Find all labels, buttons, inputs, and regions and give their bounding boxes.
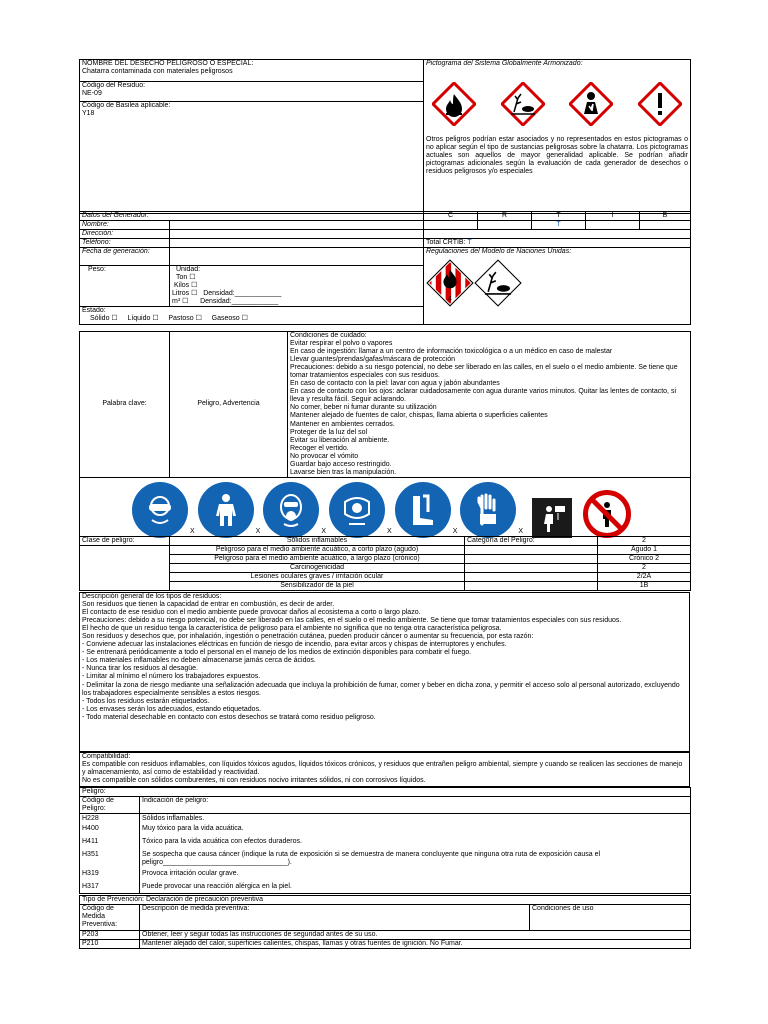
liters-checkbox[interactable]: ☐ [191,290,198,298]
weight-label: Peso: [88,266,106,274]
keyword-value: Peligro, Advertencia [170,332,288,478]
hazard-row-3-cat: 2 [598,564,691,573]
description-line: Precauciones: debido a su riesgo potencial, no debe ser liberado en las calles, en el suelo o el medio ambiente. Se tiene que tomar tratamientos especiales con sus residuos. [82,617,622,625]
kg-option: Kilos [174,282,190,290]
hazard-row-2-cat: Crónico 2 [598,555,691,564]
hazard-row-1-name: Peligroso para el medio ambiente acuático, a corto plazo (agudo) [170,546,465,555]
hazard-row-0-name: Sólidos inflamables [170,537,465,546]
care-line: En caso de ingestión: llamar a un centro de información toxicológica o a un médico en caso de malestar [290,348,613,356]
care-section [79,331,690,536]
hazard-row-4-cat: 2/2A [598,573,691,582]
care-line: Guardar bajo acceso restringido. [290,460,392,468]
pictogram-note: Otros peligros podrían estar asociados y no representados en estos pictogramas o no aplicar según el tipo de sustancias peligrosas sobre la chatarra. Los pictogramas actuales son aquellos de mayor generalidad aplicable. Se podrían añadir pictogramas adicionales según la evaluación de cada generador de desechos o residuos peligrosos y/o especiales [426,136,688,176]
description-line: - Los materiales inflamables no deben almacenarse jamás cerca de ácidos. [82,657,316,665]
waste-code: NE-09 [82,89,102,97]
danger-title: Peligro: [80,788,691,797]
m3-density[interactable]: Densidad:____________ [200,298,279,306]
ton-option: Ton [176,274,188,282]
compatibility-section [79,752,690,787]
description-line: - Conviene adecuar las instalaciones eléctricas en función de riesgo de incendio, para evitar arcos y chispas de interruptores y enchufes. [82,641,507,649]
address-field[interactable] [170,230,424,239]
generator-title: Datos del Generador: [80,212,424,221]
basel-code: Y18 [82,109,95,117]
care-title: Condiciones de cuidado: [290,332,367,339]
ppe-mark: X [518,527,524,535]
prevention-title: Tipo de Prevención: Declaración de precaución preventiva [80,896,691,905]
description-title: Descripción general de los tipos de residuos: [82,593,222,600]
liters-density[interactable]: Densidad:____________ [203,290,282,298]
ppe-respirator [263,482,326,538]
danger-code-5: H317 [82,883,99,891]
care-line: Recoger el vertido. [290,444,349,452]
hazard-row-1-cat: Agudo 1 [598,546,691,555]
description-list [82,601,687,722]
ppe-boots [395,482,458,538]
flammable-solid-icon [426,259,474,307]
compatibility-line-0: Es compatible con residuos inflamables, con líquidos tóxicos agudos, líquidos tóxicos crónicos, y residuos que entrañen peligro ambiental, siempre y cuando se realicen las secciones de manejo y almacenamiento, así como de estabilidad y reactividad. [82,761,683,777]
ppe-mark: X [452,527,458,535]
state-label: Estado: [82,307,106,315]
care-line: No provocar el vómito [290,452,359,460]
prevention-use-label: Condiciones de uso [530,905,691,931]
hazard-row-4-name: Lesiones oculares graves / irritación ocular [170,573,465,582]
liquid-checkbox[interactable]: ☐ [152,315,159,323]
description-section [79,592,690,752]
compatibility-line-1: No es compatible con sólidos comburentes, ni con residuos nocivo irritantes sólidos, ni con corrosivos líquidos. [82,777,426,785]
danger-code-3: H351 [82,851,99,859]
prevention-code-0: P203 [80,931,140,940]
flame-icon [432,82,476,126]
environment-hazard-icon [501,82,545,126]
danger-code-2: H411 [82,838,99,846]
description-line: - Los envases serán los adecuados, estando etiquetados. [82,705,262,713]
care-list [290,340,688,477]
care-line: No comer, beber ni fumar durante su utilización [290,404,437,412]
compatibility-title: Compatibilidad: [82,753,131,760]
un-regulations-label: Regulaciones del Modelo de Naciones Unidas: [426,248,572,256]
health-hazard-icon [569,82,613,126]
danger-text-0: Sólidos inflamables. [142,815,205,823]
danger-code-1: H400 [82,825,99,833]
hazard-category-label: Categoría del Peligro: [465,537,598,546]
unit-label: Unidad: [176,266,201,274]
state-liquid: Líquido [127,315,151,323]
phone-label: Teléfono: [80,239,170,248]
danger-text-3: Se sospecha que causa cáncer (indique la ruta de exposición si se demuestra de manera concluyente que ninguna otra ruta de exposición causa el peligro________________________________). [142,851,601,867]
description-line: - Nunca tirar los residuos al desagüe. [82,665,198,673]
prevention-section [79,895,690,951]
phone-field[interactable] [170,239,424,248]
state-paste: Pastoso [168,315,194,323]
m3-checkbox[interactable]: ☐ [182,298,189,306]
care-line: En caso de contacto con la piel: lavar con agua y jabón abundantes [290,380,500,388]
danger-text-5: Puede provocar una reacción alérgica en la piel. [142,883,292,891]
waste-name: Chatarra contaminada con materiales peligrosos [82,68,233,76]
no-entry-icon [583,490,631,538]
pictogram-title: Pictograma del Sistema Globalmente Armonizado: [426,60,583,67]
gas-checkbox[interactable]: ☐ [241,315,248,323]
danger-code-0: H228 [82,815,99,823]
care-line: Evitar respirar el polvo o vapores [290,340,393,348]
svg-text:4: 4 [448,295,452,303]
danger-indication-label: Indicación de peligro: [140,797,691,814]
ppe-mark: X [255,527,261,535]
description-line: Son residuos y desechos que, por inhalación, ingestión o penetración cutánea, pueden producir cáncer o aumentar su frecuencia, por esta razón: [82,633,534,641]
ppe-no-entry [583,490,631,538]
respirator-icon [263,482,319,538]
ppe-mark: X [321,527,327,535]
state-gas: Gaseoso [211,315,240,323]
care-line: Mantener alejado de fuentes de calor, chispas, llama abierta o superficies calientes [290,412,548,420]
hazard-row-5-name: Sensibilizador de la piel [170,582,465,591]
ppe-mark: X [190,527,195,535]
care-line: Proteger de la luz del sol [290,428,368,436]
hazard-class-label: Clase de peligro: [80,537,170,591]
danger-section [79,787,690,895]
address-label: Dirección: [80,230,170,239]
name-field[interactable] [170,221,424,230]
crtib-t: T [532,212,586,221]
description-line: - Todos los residuos estarán etiquetados. [82,697,210,705]
description-line: El contacto de ese residuo con el medio ambiente puede provocar daños al ecosistema a corto o largo plazo. [82,609,421,617]
ppe-gloves [460,482,523,538]
prevention-text-1: Mantener alejado del calor, superficies calientes, chispas, llamas y otras fuentes de ignición. No Fumar. [140,940,691,949]
environment-mark-icon [474,259,522,307]
care-line: En caso de contacto con los ojos: aclarar cuidadosamente con agua durante varios minutos. Quitar las lentes de contacto, si lleva y resulta fácil. Seguir aclarando. [290,388,676,404]
ppe-mark: X [387,527,392,535]
basel-label: Código de Basilea aplicable: [82,101,171,109]
ghs-pictograms [426,82,688,126]
ppe-face-shield [329,482,392,538]
exclamation-icon [638,82,682,126]
crtib-i: I [586,212,640,221]
prevention-text-0: Obtener, leer y seguir todas las instrucciones de seguridad antes de su uso. [140,931,691,940]
prevention-code-label: Código de Medida Preventiva: [80,905,140,931]
care-line: Llevar guantes/prendas/gafas/máscara de protección [290,356,455,364]
goggles-icon [132,482,188,538]
ppe-row [82,478,688,538]
description-line: - Limitar al mínimo el número los trabajadores expuestos. [82,673,261,681]
description-line: - Delimitar la zona de riesgo mediante una señalización adecuada que incluya la prohibición de fumar, comer y beber en dicha zona, y permitir el acceso solo al personal autorizado, excluyendo los trabajadores especialmente sensibles a estos riesgos. [82,681,680,697]
date-field[interactable] [170,248,424,266]
header-section [79,59,690,212]
description-line: El hecho de que un residuo tenga la característica de peligroso para el ambiente no significa que no tenga otra característica peligrosa. [82,625,502,633]
care-line: Lavarse bien tras la manipulación. [290,468,397,476]
total-crtib-value: T [467,239,472,247]
waste-code-label: Código del Residuo: [82,81,146,89]
ppe-goggles [132,482,195,538]
description-line: - Se entrenará periódicamente a todo el personal en el manejo de los medios de extinción disponibles para combatir el fuego. [82,649,472,657]
prevention-desc-label: Descripción de medida preventiva: [140,905,530,931]
care-line: Mantener en ambientes cerrados. [290,420,395,428]
description-line: - Todo material desechable en contacto con estos desechos se tratará como residuo peligroso. [82,713,376,721]
state-solid: Sólido [90,315,110,323]
crtib-c: C [424,212,478,221]
danger-code-label: Código de Peligro: [80,797,140,814]
keyword-label: Palabra clave: [80,332,170,478]
protective-suit-icon [198,482,254,538]
crtib-mark: T [532,221,586,230]
solid-checkbox[interactable]: ☐ [111,315,118,323]
face-shield-icon [329,482,385,538]
danger-text-2: Tóxico para la vida acuática con efectos duraderos. [142,838,302,846]
waste-label-sheet [79,59,690,955]
date-label: Fecha de generación: [80,248,170,266]
gloves-icon [460,482,516,538]
safety-boots-icon [395,482,451,538]
description-line: Son residuos que tienen la capacidad de entrar en combustión, es decir de arder. [82,601,335,609]
paste-checkbox[interactable]: ☐ [195,315,202,323]
liters-option: Litros [172,290,190,298]
name-label: Nombre: [80,221,170,230]
danger-code-4: H319 [82,870,99,878]
hazard-row-2-name: Peligroso para el medio ambiente acuático, a largo plazo (crónico) [170,555,465,564]
prevention-code-1: P210 [80,940,140,949]
m3-option: m³ [172,298,181,306]
hazard-row-5-cat: 1B [598,582,691,591]
ton-checkbox[interactable]: ☐ [189,274,196,282]
un-pictograms [426,259,688,307]
hazard-class-section [79,536,690,592]
wash-hands-icon [532,498,572,538]
ppe-wash [532,498,572,538]
waste-name-label: NOMBRE DEL DESECHO PELIGROSO O ESPECIAL: [82,60,254,67]
total-crtib-label: Total CRTIB: [426,239,466,247]
care-line: Evitar su liberación al ambiente. [290,436,390,444]
danger-text-4: Provoca irritación ocular grave. [142,870,239,878]
ppe-suit [198,482,261,538]
hazard-row-0-cat: 2 [598,537,691,546]
generator-section [79,211,690,331]
hazard-row-3-name: Carcinogenicidad [170,564,465,573]
crtib-r: R [478,212,532,221]
care-line: Precauciones: debido a su riesgo potencial, no debe ser liberado en las calles, en el suelo o el medio ambiente. Se tiene que tomar tratamientos especiales con sus residuos. [290,364,678,380]
crtib-b: B [640,212,691,221]
danger-text-1: Muy tóxico para la vida acuática. [142,825,244,833]
kg-checkbox[interactable]: ☐ [191,282,198,290]
